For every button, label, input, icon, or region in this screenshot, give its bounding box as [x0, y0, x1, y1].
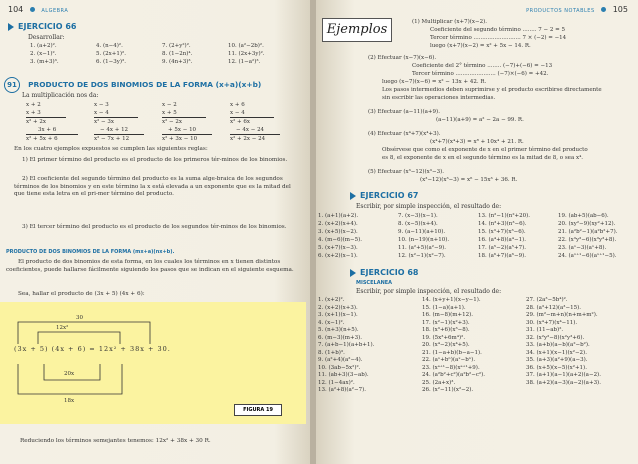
exercise-68-intro: Escribir, por simple inspección, el resultado de: [356, 288, 502, 295]
page-number-right: 105 [612, 5, 628, 14]
mult-col-4: x + 6 x − 4 x² + 6x − 4x − 24 x² + 2x − 24 [230, 101, 298, 143]
ex66-col4: 10. (a²−2b)². 11. (2x+3y)². 12. (1−a²)³. [228, 43, 265, 65]
example-5: (5) Efectuar (x³−12)(x³−3). (x³−12)(x³−3) = x⁶ − 15x³ + 36. R. [368, 169, 518, 183]
page-header [8, 5, 68, 14]
section-91-title: PRODUCTO DE DOS BINOMIOS DE LA FORMA (x+a)(x+b) [28, 80, 262, 89]
rule-2: 2) El coeficiente del segundo término del producto es la suma alge-braica de los segundos términos de los binomios y en este término la x está elevada a un exponente que es la mitad del que tiene esta letra en el pri-mer término del producto. [14, 176, 291, 198]
example-4: (4) Efectuar (x⁴+7)(x⁴+3). (x⁴+7)(x⁴+3) = x⁸ + 10x⁴ + 21. R. Obsérvese que como el exponente de x en el primer término del producto es 8, el exponente de x en el segundo término es la mitad de 8, o sea x⁴. [368, 131, 588, 161]
ex68-col1: 1. (x+2)². 2. (x+2)(x+3). 3. (x+1)(x−1). 4. (x−1)². 5. (n+3)(n+5). 6. (m−3)(m+3). 7. (a+b−1)(a+b+1). 8. (1+b)³. 9. (a²+4)(a²−4). 10. (3ab−5x²)². 11. (ab+3)(3−ab). 12. (1−4ax)². 13. (a²+8)(a²−7). [318, 297, 375, 393]
figure-top-label: 30 [76, 315, 83, 321]
exercise-68-list [318, 297, 636, 395]
exercise-67-intro: Escribir, por simple inspección, el resultado de: [356, 203, 502, 210]
section-number-badge: 91 [4, 77, 20, 93]
left-page [0, 0, 312, 464]
ex68-col3: 27. (2a³−5b⁴)². 28. (a³+12)(a³−15). 29. (m²−m+n)(n+m+m²). 30. (x⁴+7)(x⁴−11). 31. (11−ab)². 32. (x²y³−8)(x²y³+6). 33. (a+b)(a−b)(a²−b²). 34. (x+1)(x−1)(x²−2). 35. (a+3)(a²+9)(a−3). 36. (x+5)(x−5)(x²+1). 37. (a+1)(a−1)(a+2)(a−2). 38. (a+2)(a−3)(a−2)(a+3). [526, 297, 601, 386]
rule-1: 1) El primer término del producto es el producto de los primeros tér-minos de los binomios. [22, 157, 288, 163]
arrow-icon [8, 23, 14, 31]
mult-col-1: x + 2 x + 3 x² + 2x 3x + 6 x² + 5x + 6 [26, 101, 94, 143]
ex66-col2: 4. (n−4)². 5. (2x+1)². 6. (1−3y)³. [96, 43, 126, 65]
mult-col-2: x − 3 x − 4 x² − 3x − 4x + 12 x² − 7x + 12 [94, 101, 162, 143]
rules-intro: En los cuatro ejemplos expuestos se cumplen las siguientes reglas: [14, 146, 208, 152]
ex68-col2: 14. (x+y+1)(x−y−1). 15. (1−a)(a+1). 16. (m−8)(m+12). 17. (x²−1)(x²+3). 18. (x³+6)(x³−8). 19. (5x³+6m⁴)². 20. (x⁴−2)(x⁴+5). 21. (1−a+b)(b−a−1). 22. (aˣ+bⁿ)(aˣ−bⁿ). 23. (xᵃ⁺¹−8)(xᵃ⁺¹+9). 24. (a²b²+c²)(a²b²−c²). 25. (2a+x)³. 26. (x²−11)(x²−2). [422, 297, 486, 393]
figure-mid-top-label: 12x² [56, 325, 69, 331]
rule-3: 3) El tercer término del producto es el producto de los segundos tér-minos de los binomios. [22, 224, 287, 230]
example-1: (1) Multiplicar (x+7)(x−2). Coeficiente del segundo término ........ 7 − 2 = 5 Tercer término ........................... 7 × (−2) = −14 luego (x+7)(x−2) = x² + 5x − 14. R. [412, 19, 567, 49]
page-number: 104 [8, 5, 24, 14]
ex66-col1: 1. (a+2)². 2. (x−1)². 3. (m+3)³. [30, 43, 59, 65]
exercise-66-intro: Desarrollar: [28, 34, 65, 41]
exercise-68-subtitle: MISCELANEA [356, 280, 393, 286]
ex66-col3: 7. (2+y²)². 8. (1−2n)⁴. 9. (4n+3)³. [162, 43, 193, 65]
mult-col-3: x − 2 x + 5 x² − 2x + 5x − 10 x² + 3x − 10 [162, 101, 230, 143]
exercise-68-title: EJERCICIO 68 [350, 268, 418, 277]
arrow-icon [350, 269, 356, 277]
exercise-67-title: EJERCICIO 67 [350, 191, 418, 200]
subsection-question: Sea, hallar el producto de (3x + 5) (4x + 6): [18, 291, 145, 297]
header-label-right: PRODUCTOS NOTABLES [526, 8, 595, 14]
ex67-col2: 7. (x−3)(x−1). 8. (x−5)(x+4). 9. (a−11)(a+10). 10. (n−19)(n+10). 11. (a²+5)(a²−9). 12. (x²−1)(x²−7). [398, 213, 450, 259]
figure-expression: (3x + 5) (4x + 6) = 12x² + 38x + 30. [14, 345, 171, 353]
exercise-66-title: EJERCICIO 66 [8, 22, 76, 31]
header-bullet-icon [601, 7, 606, 12]
section-91-intro: La multiplicación nos da: [22, 92, 99, 99]
right-page [316, 0, 638, 464]
figure-caption: FIGURA 19 [234, 404, 282, 416]
conclusion-text: Reduciendo los términos semejantes tenemos: 12x² + 38x + 30 R. [20, 438, 211, 444]
figure-bottom-label: 18x [64, 398, 75, 404]
header-bullet-icon [30, 7, 35, 12]
section-91-header [4, 72, 261, 93]
exercise-66-list [30, 42, 300, 66]
figure-mid-bottom-label: 20x [64, 371, 75, 377]
subsection-paragraph: El producto de dos binomios de esta forma, en los cuales los términos en x tienen distintos coeficientes, puede hallarse fácilmente siguiendo los pasos que se indican en el siguiente esquema. [6, 259, 294, 273]
example-3: (3) Efectuar (a−11)(a+9). (a−11)(a+9) = a² − 2a − 99. R. [368, 109, 524, 123]
example-2: (2) Efectuar (x−7)(x−6). Coeficiente del 2° término ........ (−7)+(−6) = −13 Tercer término ....................... (−7)×(−6) = +42. luego (x−7)(x−6) = x² − 13x + 42. R. Los pasos intermedios deben suprimirse y el producto escribirse directamente sin escribir las operaciones intermedias. [368, 55, 602, 101]
subsection-title: PRODUCTO DE DOS BINOMIOS DE LA FORMA (mx+a)(nx+b). [6, 249, 175, 255]
header-label: ALGEBRA [41, 8, 69, 14]
exercise-67-list [318, 212, 638, 260]
ex67-col3: 13. (n²−1)(n²+20). 14. (n³+3)(n³−6). 15. (x³+7)(x³−6). 16. (a⁴+8)(a⁴−1). 17. (a⁵−2)(a⁵+7). 18. (a⁶+7)(a⁶−9). [478, 213, 531, 259]
ex67-col1: 1. (a+1)(a+2). 2. (x+2)(x+4). 3. (x+5)(x−2). 4. (m−6)(m−5). 5. (x+7)(x−3). 6. (x+2)(x−1). [318, 213, 362, 259]
ejemplos-box: Ejemplos [322, 18, 392, 42]
ex67-col4: 19. (ab+5)(ab−6). 20. (xy²−9)(xy²+12). 21. (a²b²−1)(a²b²+7). 22. (x³y³−6)(x³y³+8). 23. (aˣ−3)(aˣ+8). 24. (aˣ⁺¹−6)(aˣ⁺¹−5). [558, 213, 618, 259]
page-header-right [526, 5, 628, 14]
multiplication-table [26, 101, 298, 143]
arrow-icon [350, 192, 356, 200]
